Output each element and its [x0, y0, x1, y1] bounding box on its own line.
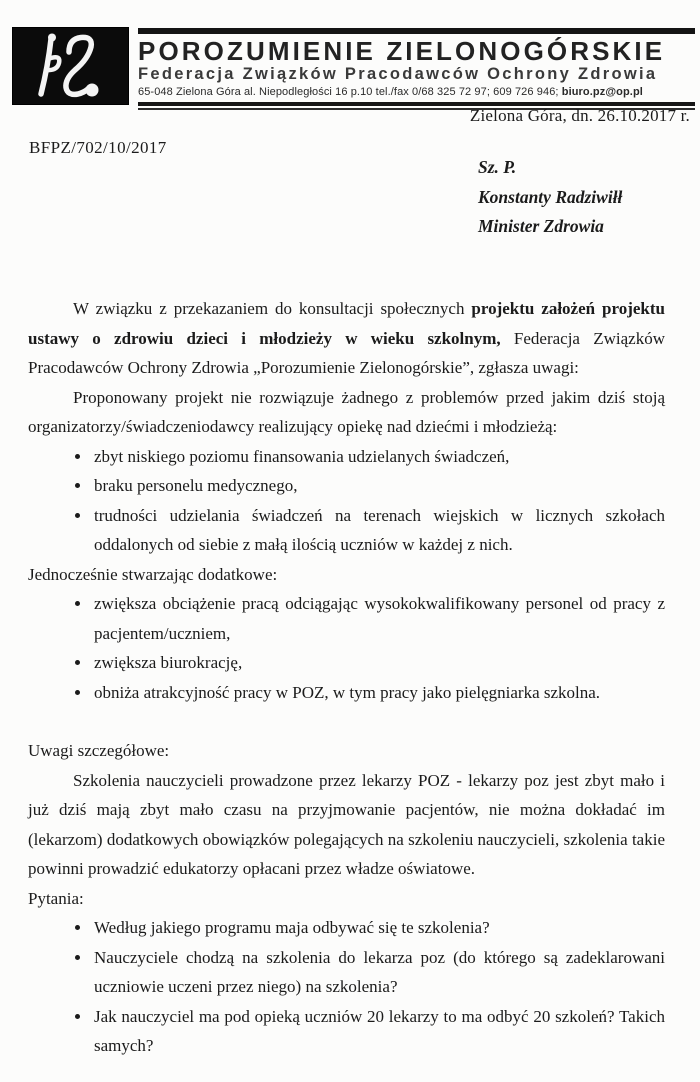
recipient-block [478, 153, 622, 242]
list-item: • braku personelu medycznego, [92, 471, 665, 501]
detailed-paragraph: Szkolenia nauczycieli prowadzone przez lekarzy POZ - lekarzy poz jest zbyt mało i już dziś mają zbyt mało czasu na przyjmowanie pacjentów, nie można dokładać im (lekarzom) dodatkowych obowiązków polegających na szkoleniu nauczycieli, szkolenia takie powinni prowadzić edukatorzy opłacani przez władze oświatowe. [28, 770, 665, 878]
problems-list [28, 442, 665, 560]
letter-body [28, 294, 665, 1061]
recipient-name: Konstanty Radziwiłł [478, 186, 623, 207]
org-email: biuro.pz@op.pl [561, 86, 643, 98]
questions-list [28, 913, 665, 1061]
list-item: • Nauczyciele chodzą na szkolenia do lekarza poz (do którego są zadeklarowani uczniowie uczeni przez niego) na szkolenia? [92, 943, 665, 1002]
recipient-salutation: Sz. P. [478, 157, 517, 177]
list-item: • Według jakiego programu maja odbywać się te szkolenia? [92, 913, 665, 943]
masthead [138, 28, 695, 110]
list-item: • trudności udzielania świadczeń na terenach wiejskich w licznych szkołach oddalonych od siebie z małą ilością uczniów w każdej z nich. [92, 501, 665, 560]
additional-intro: Jednocześnie stwarzając dodatkowe: [28, 564, 278, 584]
problems-intro-paragraph: Proponowany projekt nie rozwiązuje żadnego z problemów przed jakim dziś stoją organizatorzy/świadczeniodawcy realizujący opiekę nad dziećmi i młodzieżą: [28, 387, 665, 436]
place-and-date: Zielona Góra, dn. 26.10.2017 r. [469, 106, 690, 125]
org-subtitle: Federacja Związków Pracodawców Ochrony Zdrowia [138, 65, 658, 83]
org-address-line [138, 86, 695, 99]
org-name: POROZUMIENIE ZIELONOGÓRSKIE [138, 36, 666, 66]
list-item: • zbyt niskiego poziomu finansowania udzielanych świadczeń, [92, 442, 665, 472]
org-logo [13, 28, 128, 104]
list-item: • zwiększa obciążenie pracą odciągając wysokokwalifikowany personel od pracy z pacjentem/uczniem, [92, 589, 665, 648]
recipient-position: Minister Zdrowia [478, 216, 604, 236]
intro-tail: Federacja Związków Pracodawców Ochrony Zdrowia „Porozumienie Zielonogórskie”, zgłasza uwagi: [28, 328, 665, 377]
pz-monogram-icon [13, 28, 128, 104]
org-address-text: 65-048 Zielona Góra al. Niepodległości 16 p.10 tel./fax 0/68 325 72 97; 609 726 946; [138, 86, 562, 98]
additional-list [28, 589, 665, 707]
masthead-top-rule [138, 28, 695, 34]
intro-paragraph [28, 294, 665, 383]
list-item: • obniża atrakcyjność pracy w POZ, w tym pracy jako pielęgniarka szkolna. [92, 678, 665, 708]
reference-number: BFPZ/702/10/2017 [29, 138, 167, 157]
list-item: • Jak nauczyciel ma pod opieką uczniów 20 lekarzy to ma odbyć 20 szkoleń? Takich samych? [92, 1002, 665, 1061]
detailed-remarks-heading: Uwagi szczegółowe: [28, 741, 170, 760]
list-item: • zwiększa biurokrację, [92, 648, 665, 678]
intro-lead: W związku z przekazaniem do konsultacji społecznych [73, 299, 472, 318]
questions-heading: Pytania: [28, 888, 84, 908]
intro-emphasis: projektu założeń projektu ustawy o zdrowiu dzieci i młodzieży w wieku szkolnym, [28, 299, 665, 348]
